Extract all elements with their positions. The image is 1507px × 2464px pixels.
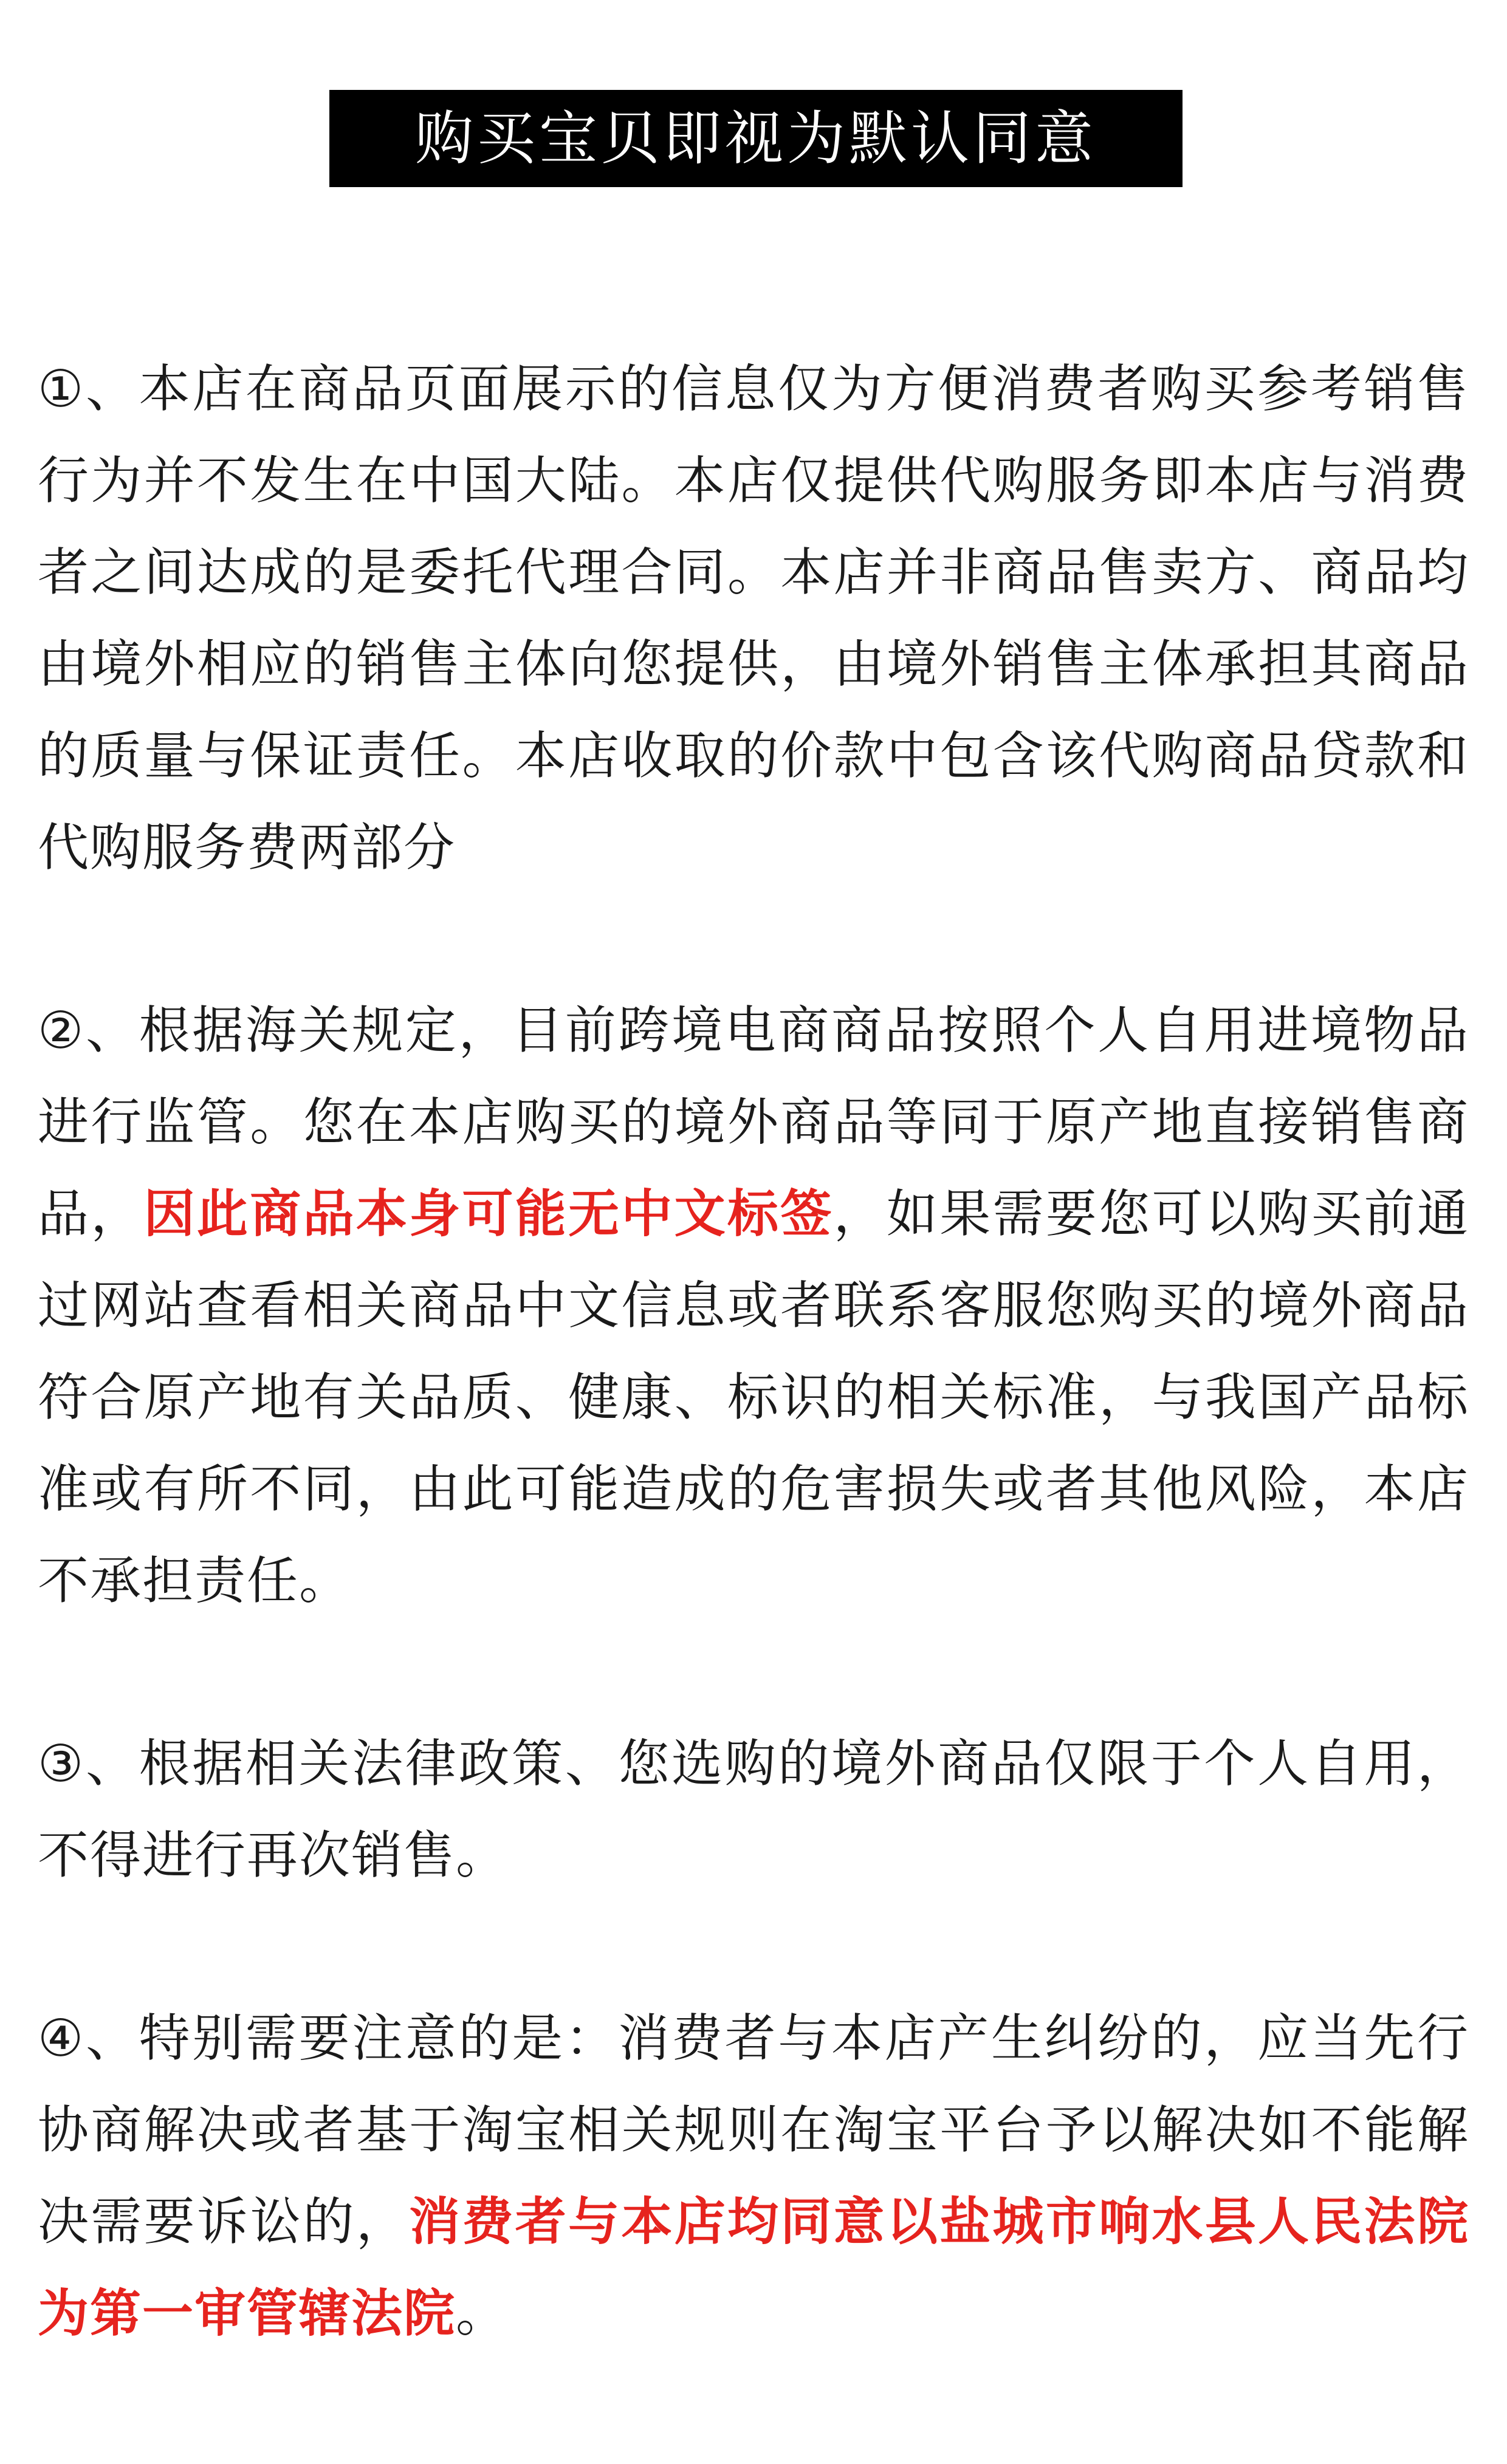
page-title: 购买宝贝即视为默认同意: [415, 104, 1097, 173]
clause-1: [38, 343, 1469, 894]
terms-content: [38, 343, 1469, 2360]
title-banner: [329, 90, 1183, 187]
clause-3-text: ③、根据相关法律政策、您选购的境外商品仅限于个人自用，不得进行再次销售。: [38, 1734, 1469, 1885]
clause-2-text-before: ②、根据海关规定，目前跨境电商商品按照个人自用进境物品进行监管。您在本店购买的境外商品等同于原产地直接销售商品，: [38, 1001, 1469, 1244]
clause-3: [38, 1718, 1469, 1901]
clause-1-text: ①、本店在商品页面展示的信息仅为方便消费者购买参考销售行为并不发生在中国大陆。本店仅提供代购服务即本店与消费者之间达成的是委托代理合同。本店并非商品售卖方、商品均由境外相应的销售主体向您提供，由境外销售主体承担其商品的质量与保证责任。本店收取的价款中包含该代购商品贷款和代购服务费两部分: [38, 359, 1469, 877]
clause-2: [38, 985, 1469, 1627]
clause-4: [38, 1993, 1469, 2360]
clause-2-highlight: 因此商品本身可能无中文标签: [143, 1184, 834, 1244]
clause-2-text-after: ，如果需要您可以购买前通过网站查看相关商品中文信息或者联系客服您购买的境外商品符合原产地有关品质、健康、标识的相关标准，与我国产品标准或有所不同，由此可能造成的危害损失或者其他风险，本店不承担责任。: [38, 1184, 1469, 1610]
clause-4-text-after: 。: [456, 2284, 509, 2343]
clause-4-highlight: 消费者与本店均同意以盐城市响水县人民法院为第一审管辖法院: [38, 2192, 1469, 2343]
clause-4-text-before: ④、特别需要注意的是：消费者与本店产生纠纷的，应当先行协商解决或者基于淘宝相关规则在淘宝平台予以解决如不能解决需要诉讼的，: [38, 2008, 1469, 2251]
